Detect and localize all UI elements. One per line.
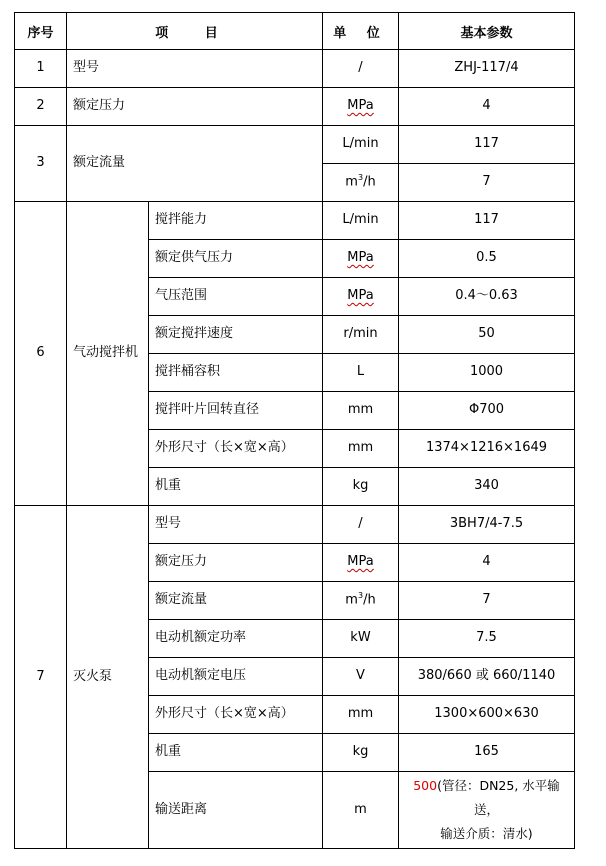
group-no: 6 — [15, 202, 67, 506]
row-item: 额定流量 — [149, 582, 323, 620]
group-name: 气动搅拌机 — [67, 202, 149, 506]
row-unit: mm — [323, 430, 399, 468]
row-param: 7 — [399, 164, 575, 202]
row-item: 外形尺寸（长×宽×高） — [149, 430, 323, 468]
row-param: 0.5 — [399, 240, 575, 278]
row-item: 型号 — [67, 50, 323, 88]
row-param: ZHJ-117/4 — [399, 50, 575, 88]
row-param: 7 — [399, 582, 575, 620]
row-item: 搅拌叶片回转直径 — [149, 392, 323, 430]
distance-note-2: 输送介质：清水) — [440, 825, 533, 841]
header-unit: 单 位 — [323, 13, 399, 50]
row-item: 外形尺寸（长×宽×高） — [149, 696, 323, 734]
table-row — [15, 202, 575, 240]
row-unit — [323, 88, 399, 126]
header-item: 项 目 — [67, 13, 323, 50]
row-param: 380/660 或 660/1140 — [399, 658, 575, 696]
row-unit: / — [323, 506, 399, 544]
row-item: 额定流量 — [67, 126, 323, 202]
row-unit: kg — [323, 734, 399, 772]
row-item: 额定压力 — [67, 88, 323, 126]
row-unit: kW — [323, 620, 399, 658]
row-param: 117 — [399, 126, 575, 164]
row-unit: kg — [323, 468, 399, 506]
row-param: 340 — [399, 468, 575, 506]
row-item: 机重 — [149, 734, 323, 772]
row-unit: L/min — [323, 126, 399, 164]
row-param: 4 — [399, 88, 575, 126]
row-unit: L/min — [323, 202, 399, 240]
row-no: 2 — [15, 88, 67, 126]
group-name: 灭火泵 — [67, 506, 149, 849]
row-item: 额定压力 — [149, 544, 323, 582]
row-no: 1 — [15, 50, 67, 88]
row-unit: L — [323, 354, 399, 392]
table-row — [15, 88, 575, 126]
spec-table — [14, 12, 575, 849]
row-item: 型号 — [149, 506, 323, 544]
row-item: 搅拌桶容积 — [149, 354, 323, 392]
table-row — [15, 50, 575, 88]
row-item: 额定搅拌速度 — [149, 316, 323, 354]
row-item: 额定供气压力 — [149, 240, 323, 278]
row-unit: MPa — [323, 240, 399, 278]
row-param — [399, 772, 575, 849]
row-param: 1000 — [399, 354, 575, 392]
distance-note-1: (管径：DN25, 水平输送， — [437, 778, 560, 818]
header-row — [15, 13, 575, 50]
table-row — [15, 126, 575, 164]
row-unit: $m^3/h$ — [323, 164, 399, 202]
row-item: 输送距离 — [149, 772, 323, 849]
row-unit: r/min — [323, 316, 399, 354]
row-param: 4 — [399, 544, 575, 582]
row-param: 165 — [399, 734, 575, 772]
row-param: 1374×1216×1649 — [399, 430, 575, 468]
unit-text: MPa — [347, 98, 374, 114]
row-param: 0.4～0.63 — [399, 278, 575, 316]
row-no: 3 — [15, 126, 67, 202]
row-unit: V — [323, 658, 399, 696]
row-item: 电动机额定功率 — [149, 620, 323, 658]
row-unit: m — [323, 772, 399, 849]
row-param: 50 — [399, 316, 575, 354]
row-item: 气压范围 — [149, 278, 323, 316]
header-no: 序号 — [15, 13, 67, 50]
group-no: 7 — [15, 506, 67, 849]
row-unit: / — [323, 50, 399, 88]
row-param: Φ700 — [399, 392, 575, 430]
row-unit: MPa — [323, 278, 399, 316]
row-param: 7.5 — [399, 620, 575, 658]
row-unit: mm — [323, 392, 399, 430]
row-item: 机重 — [149, 468, 323, 506]
row-unit: MPa — [323, 544, 399, 582]
header-param: 基本参数 — [399, 13, 575, 50]
row-param: 3BH7/4-7.5 — [399, 506, 575, 544]
row-item: 电动机额定电压 — [149, 658, 323, 696]
table-row — [15, 506, 575, 544]
row-unit: mm — [323, 696, 399, 734]
row-unit: $m^3/h$ — [323, 582, 399, 620]
distance-value: 500 — [413, 778, 438, 794]
row-param: 117 — [399, 202, 575, 240]
row-item: 搅拌能力 — [149, 202, 323, 240]
row-param: 1300×600×630 — [399, 696, 575, 734]
